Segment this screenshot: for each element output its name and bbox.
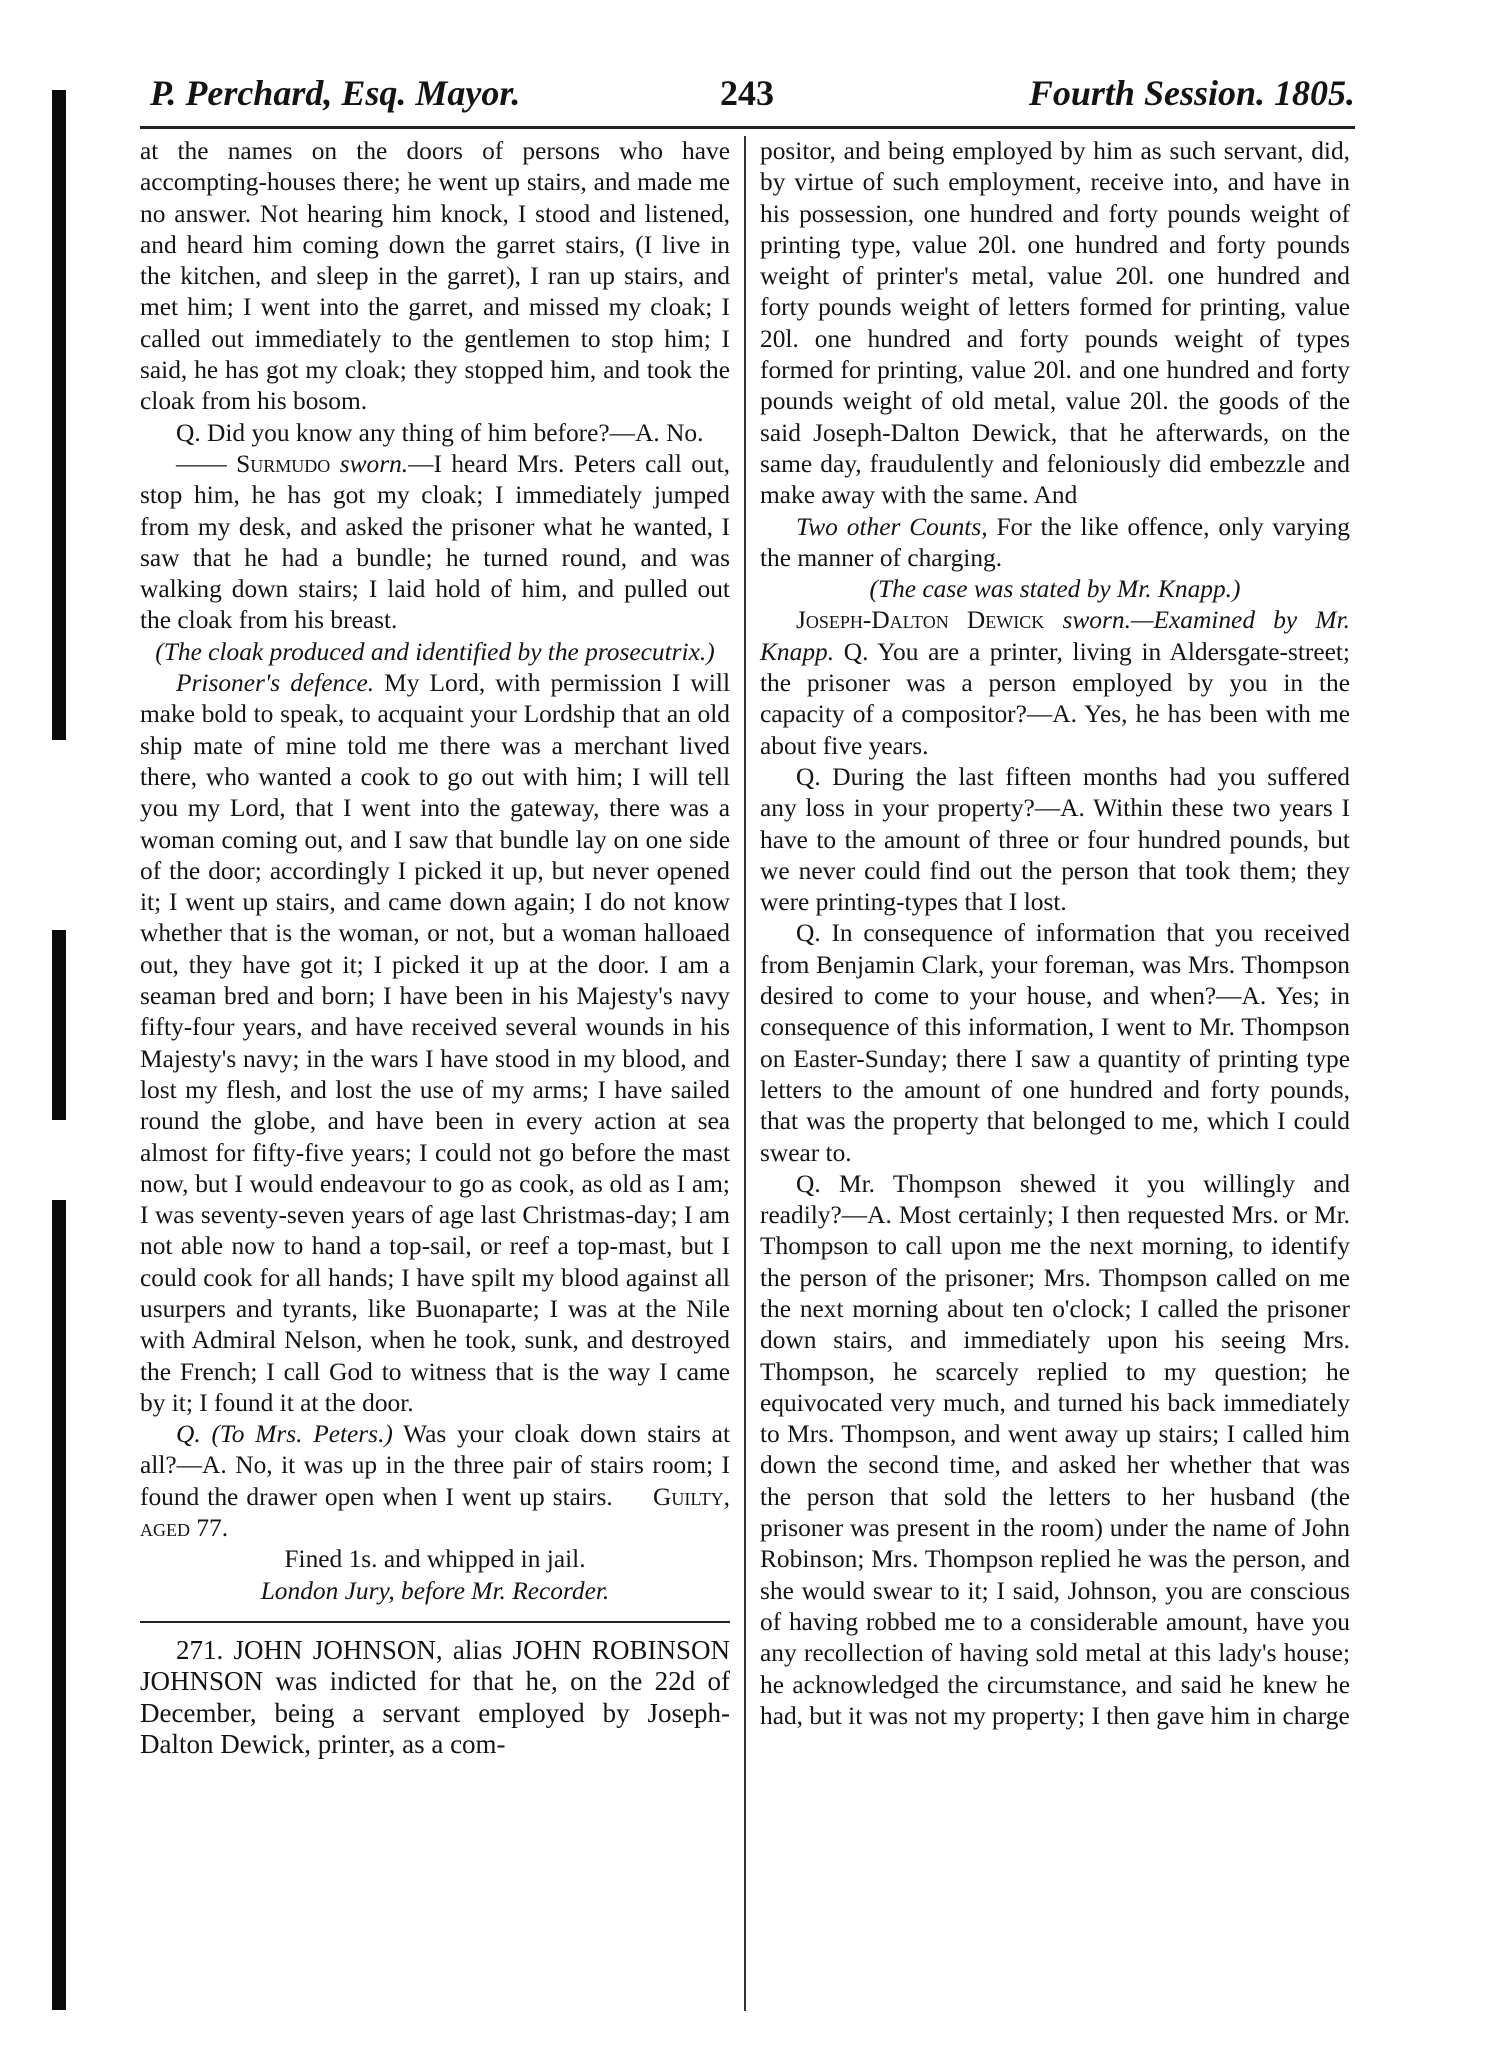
header-rule bbox=[140, 126, 1355, 129]
testimony-text: —I heard Mrs. Peters call out, stop him, he has got my cloak; I immediately jumped from my desk, and asked the prisoner what he wanted, I saw that he had a bundle; he turned round, and was walking down stairs; I laid hold of him, and pulled out the cloak from his breast. bbox=[140, 449, 730, 635]
case-heading bbox=[140, 1635, 730, 1760]
defence-text: My Lord, with permission I will make bold to speak, to acquaint your Lordship that an old ship mate of mine told me there was a merchant lived there, who wanted a cook to go out with him; I will tell you my Lord, that I went into the gateway, there was a woman coming out, and I saw that bundle lay on one side of the door; accordingly I picked it up, but never opened it; I went up stairs, and came down again; I do not know whether that is the woman, or not, but a woman halloaed out, they have got it; I picked it up at the door. I am a seaman bred and born; I have been in his Majesty's navy fifty-four years, and have received several wounds in his Majesty's navy; in the wars I have stood in my blood, and lost my flesh, and lost the use of my arms; I have sailed round the globe, and have been in every action at sea almost for fifty-five years; I could not go before the mast now, but I would endeavour to go as cook, as old as I am; I was seventy-seven years of age last Christmas-day; I am not able now to hand a top-sail, or reef a top-mast, but I could cook for all hands; I have spilt my blood against all usurpers and tyrants, like Buonaparte; I was at the Nile with Admiral Nelson, when he took, sunk, and destroyed the French; I call God to witness that is the way I came by it; I found it at the door. bbox=[140, 669, 730, 1417]
running-head bbox=[140, 72, 1355, 128]
stage-note: (The cloak produced and identified by the prosecutrix.) bbox=[155, 637, 715, 666]
scan-edge-gap bbox=[52, 1120, 66, 1200]
paragraph: positor, and being employed by him as such servant, did, by virtue of such employment, receive into, and have in his possession, one hundred and forty pounds weight of printing type, value 20l. one hundred and forty pounds weight of printer's metal, value 20l. one hundred and forty pounds weight of letters formed for printing, value 20l. one hundred and forty pounds weight of types formed for printing, value 20l. and one hundred and forty pounds weight of old metal, value 20l. the goods of the said Joseph-Dalton Dewick, that he afterwards, on the same day, fraudulently and feloniously did embezzle and make away with the same. And bbox=[760, 137, 1350, 510]
page bbox=[140, 60, 1355, 2020]
right-column bbox=[760, 136, 1350, 1732]
jury-line: London Jury, before Mr. Recorder. bbox=[260, 1576, 610, 1605]
paragraph: at the names on the doors of persons who have accompting-houses there; he went up stairs, and made me no answer. Not hearing him knock, I stood and listened, and heard him coming down the garret stairs, (I live in the kitchen, and sleep in the garret), I ran up stairs, and met him; I went into the garret, and missed my cloak; I called out immediately to the gentlemen to stop him; I said, he has got my cloak; they stopped him, and took the cloak from his bosom. bbox=[140, 137, 730, 416]
paragraph: Q. During the last fifteen months had you suffered any loss in your property?—A. Within these two years I have to the amount of three or four hundred pounds, but we never could find out the person that took them; they were printing-types that I lost. bbox=[760, 762, 1350, 917]
testimony-text: Q. You are a printer, living in Aldersgate-street; the prisoner was a person employed by you in the capacity of a compositor?—A. Yes, he has been with me about five years. bbox=[760, 637, 1350, 760]
scan-edge-shadow bbox=[52, 90, 66, 2010]
sworn-label: sworn.—Examined by Mr. Knapp. bbox=[760, 606, 1350, 666]
sentence: Fined 1s. and whipped in jail. bbox=[284, 1545, 586, 1574]
defendant-names: JOHN JOHNSON, alias JOHN ROBINSON JOHNSON bbox=[140, 1634, 730, 1697]
header-session: Fourth Session. 1805. bbox=[1028, 73, 1355, 113]
paragraph bbox=[140, 1419, 730, 1544]
paragraph bbox=[140, 449, 730, 637]
sworn-label: sworn. bbox=[339, 449, 409, 478]
counts-label: Two other Counts, bbox=[796, 512, 988, 541]
header-mayor: P. Perchard, Esq. Mayor. bbox=[150, 73, 521, 113]
paragraph: Q. Did you know any thing of him before?—A. No. bbox=[176, 418, 704, 447]
paragraph bbox=[760, 605, 1350, 761]
verdict: Guilty, aged 77. bbox=[140, 1482, 731, 1543]
question-label: Q. (To Mrs. Peters.) bbox=[176, 1420, 393, 1449]
answer-text: Was your cloak down stairs at all?—A. No, it was up in the three pair of stairs room; I found the drawer open when I went up stairs. bbox=[140, 1420, 730, 1511]
case-number: 271. bbox=[176, 1634, 224, 1665]
page-number: 243 bbox=[720, 73, 774, 113]
column-divider bbox=[744, 136, 746, 2011]
counts-text: For the like offence, only varying the manner of charging. bbox=[760, 512, 1350, 572]
paragraph bbox=[760, 512, 1350, 575]
left-column bbox=[140, 136, 730, 1760]
witness-name: —— Surmudo bbox=[176, 449, 331, 478]
scan-edge-gap bbox=[52, 740, 66, 930]
paragraph: Q. In consequence of information that you received from Benjamin Clark, your foreman, was Mrs. Thompson desired to come to your house, and when?—A. Yes; in consequence of this information, I went to Mr. Thompson on Easter-Sunday; there I saw a quantity of printing type letters to the amount of one hundred and forty pounds, that was the property that belonged to me, which I could swear to. bbox=[760, 919, 1350, 1167]
defence-label: Prisoner's defence. bbox=[176, 669, 375, 698]
paragraph bbox=[140, 668, 730, 1419]
stage-note: (The case was stated by Mr. Knapp.) bbox=[869, 575, 1241, 604]
case-separator bbox=[140, 1621, 730, 1623]
paragraph: Q. Mr. Thompson shewed it you willingly and readily?—A. Most certainly; I then requested Mrs. or Mr. Thompson to call upon me the next morning, to identify the person of the prisoner; Mrs. Thompson called on me the next morning about ten o'clock; I called the prisoner down stairs, and immediately upon his seeing Mrs. Thompson, he scarcely replied to my question; he equivocated very much, and turned his back immediately to Mrs. Thompson, and went away up stairs; I called him down the second time, and asked her whether that was the person that sold the letters to her husband (the prisoner was present in the room) under the name of John Robinson; Mrs. Thompson replied he was the person, and she would swear to it; I said, Johnson, you are conscious of having robbed me to a considerable amount, have you any recollection of having sold metal at this lady's house; he acknowledged the circumstance, and said he knew he had, but it was not my property; I then gave him in charge bbox=[760, 1169, 1350, 1730]
witness-name: Joseph-Dalton Dewick bbox=[796, 606, 1045, 635]
indictment-text: was indicted for that he, on the 22d of December, being a servant employed by Joseph-Dalton Dewick, printer, as a com- bbox=[140, 1666, 730, 1759]
